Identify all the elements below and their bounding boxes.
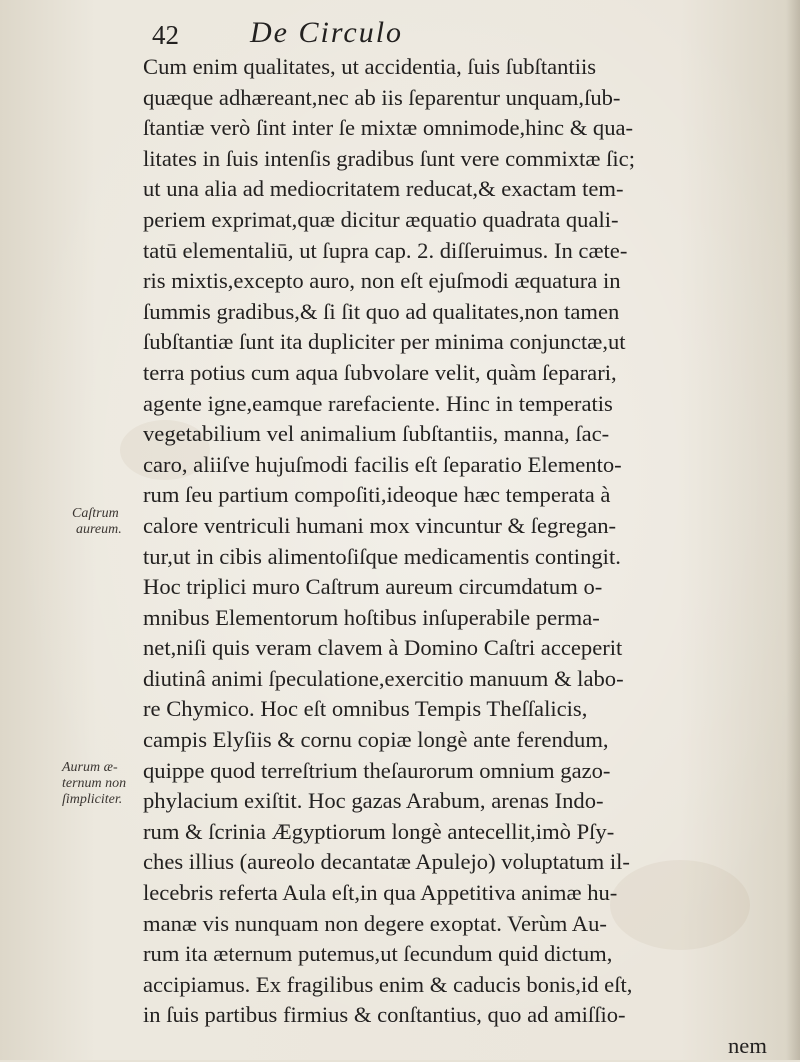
margin-note-aurum — [62, 760, 126, 808]
catchword: nem — [728, 1033, 767, 1058]
text-line: mnibus Elementorum hoſtibus inſuperabile perma- — [143, 604, 600, 630]
text-line: litates in ſuis intenſis gradibus ſunt vere commixtæ ſic; — [143, 145, 635, 171]
text-line: ches illius (aureolo decantatæ Apulejo) voluptatum il- — [143, 849, 630, 875]
text-line: lecebris referta Aula eſt,in qua Appetitiva animæ hu- — [143, 880, 618, 906]
text-line: re Chymico. Hoc eſt omnibus Tempis Theſſalicis, — [143, 696, 588, 722]
text-line: net,niſi quis veram clavem à Domino Caſtri acceperit — [143, 635, 623, 661]
margin-note-line: aureum. — [76, 522, 122, 537]
text-line: phylacium exiſtit. Hoc gazas Arabum, arenas Indo- — [143, 788, 604, 814]
text-line: in ſuis partibus firmius & conſtantius, quo ad amiſſio- — [143, 1002, 626, 1028]
text-line: ſubſtantiæ ſunt ita dupliciter per minima conjunctæ,ut — [143, 329, 626, 355]
text-line: caro, aliiſve hujuſmodi facilis eſt ſeparatio Elemento- — [143, 451, 622, 477]
body-text — [143, 52, 783, 1062]
margin-note-line: ternum non — [62, 776, 127, 791]
text-line: Hoc triplici muro Caſtrum aureum circumdatum o- — [143, 574, 603, 600]
text-line: quippe quod terreſtrium theſaurorum omnium gazo- — [143, 757, 611, 783]
text-line: agente igne,eamque rarefaciente. Hinc in temperatis — [143, 390, 613, 416]
text-line: quæque adhæreant,nec ab iis ſeparentur unquam,ſub- — [143, 84, 621, 110]
running-title: De Circulo — [250, 16, 404, 49]
text-line: campis Elyſiis & cornu copiæ longè ante ferendum, — [143, 727, 609, 753]
text-line: ris mixtis,excepto auro, non eſt ejuſmodi æquatura in — [143, 268, 621, 294]
text-line: calore ventriculi humani mox vincuntur & ſegregan- — [143, 512, 617, 538]
text-line: rum ita æternum putemus,ut ſecundum quid dictum, — [143, 941, 613, 967]
text-line: rum & ſcrinia Ægyptiorum longè antecellit,imò Pſy- — [143, 818, 615, 844]
text-line: ut una alia ad mediocritatem reducat,& exactam tem- — [143, 176, 624, 202]
page-edge-shadow — [786, 0, 800, 1060]
text-line: diutinâ animi ſpeculatione,exercitio manuum & labo- — [143, 665, 624, 691]
text-line: ſummis gradibus,& ſi ſit quo ad qualitates,non tamen — [143, 298, 620, 324]
page-header — [152, 16, 572, 56]
text-line: tatū elementaliū, ut ſupra cap. 2. diſſeruimus. In cæte- — [143, 237, 628, 263]
text-line: accipiamus. Ex fragilibus enim & caducis bonis,id eſt, — [143, 971, 633, 997]
text-line: rum ſeu partium compoſiti,ideoque hæc temperata à — [143, 482, 611, 508]
text-line: periem exprimat,quæ dicitur æquatio quadrata quali- — [143, 206, 619, 232]
page-number: 42 — [152, 20, 179, 50]
text-line: tur,ut in cibis alimentoſiſque medicamentis contingit. — [143, 543, 621, 569]
margin-note-line: Caſtrum — [72, 506, 119, 521]
text-line: vegetabilium vel animalium ſubſtantiis, manna, ſac- — [143, 421, 610, 447]
text-line: manæ vis nunquam non degere exoptat. Verùm Au- — [143, 910, 607, 936]
text-line: Cum enim qualitates, ut accidentia, ſuis ſubſtantiis — [143, 54, 597, 79]
margin-note-castrum — [72, 506, 122, 538]
text-line: ſtantiæ verò ſint inter ſe mixtæ omnimode,hinc & qua- — [143, 115, 634, 141]
margin-note-line: Aurum æ- — [62, 760, 118, 775]
text-line: terra potius cum aqua ſubvolare velit, quàm ſeparari, — [143, 359, 617, 385]
margin-note-line: ſimpliciter. — [62, 792, 123, 807]
